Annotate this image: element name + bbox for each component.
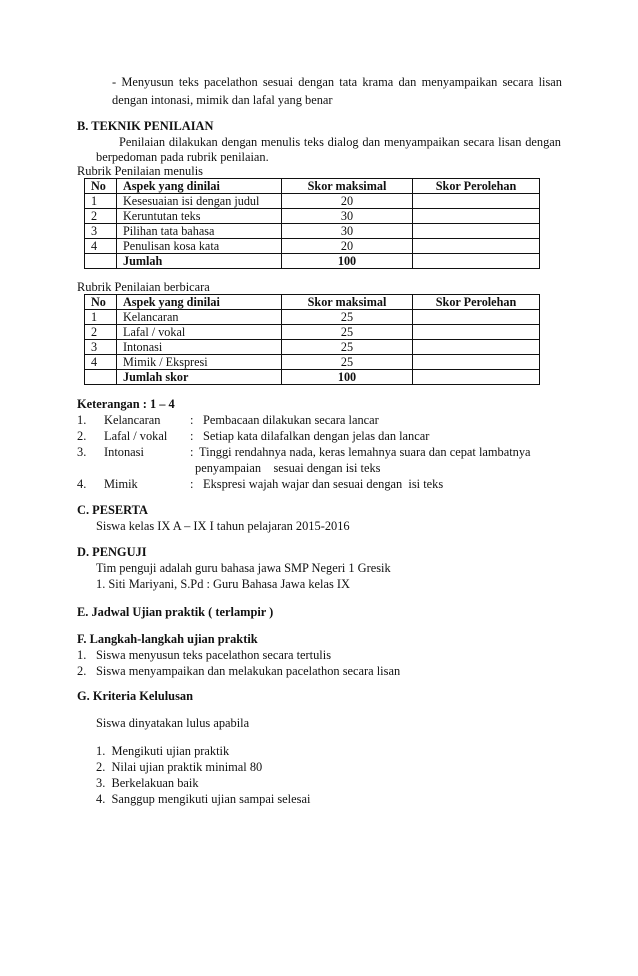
keterangan-desc: Ekspresi wajah wajar dan sesuai dengan isi teks — [203, 477, 444, 491]
rubric-menulis-table — [84, 178, 540, 269]
table-row — [85, 194, 540, 209]
table-row — [85, 355, 540, 370]
intro-line-2: dengan intonasi, mimik dan lafal yang benar — [112, 93, 333, 107]
section-c-heading: C. PESERTA — [77, 503, 148, 517]
cell-no: 3 — [85, 340, 117, 355]
keterangan-term: Lafal / vokal — [104, 429, 168, 443]
cell-no: 4 — [85, 239, 117, 254]
table-total-row — [85, 254, 540, 269]
keterangan-sep: : — [190, 413, 194, 427]
keterangan-desc-cont: penyampaian sesuai dengan isi teks — [195, 461, 381, 475]
cell-empty — [413, 254, 540, 269]
rubric-berbicara-table — [84, 294, 540, 385]
section-b-para-line-2: berpedoman pada rubrik penilaian. — [96, 150, 269, 164]
cell-perolehan — [413, 340, 540, 355]
cell-perolehan — [413, 194, 540, 209]
keterangan-term: Intonasi — [104, 445, 144, 459]
step-text: Siswa menyampaikan dan melakukan pacelathon secara lisan — [96, 664, 401, 678]
cell-aspek: Keruntutan teks — [117, 209, 282, 224]
cell-skor: 30 — [282, 224, 413, 239]
table-row — [85, 340, 540, 355]
section-d-heading: D. PENGUJI — [77, 545, 147, 559]
cell-skor: 25 — [282, 325, 413, 340]
step-num: 2. — [77, 664, 87, 678]
section-b-heading: B. TEKNIK PENILAIAN — [77, 119, 214, 133]
section-d-line-2: 1. Siti Mariyani, S.Pd : Guru Bahasa Jawa kelas IX — [96, 577, 350, 591]
cell-skor: 30 — [282, 209, 413, 224]
keterangan-heading: Keterangan : 1 – 4 — [77, 397, 175, 411]
cell-aspek: Kelancaran — [117, 310, 282, 325]
cell-skor: 25 — [282, 310, 413, 325]
table-header-row — [85, 295, 540, 310]
table-row — [85, 224, 540, 239]
cell-aspek: Kesesuaian isi dengan judul — [117, 194, 282, 209]
section-d-line-1: Tim penguji adalah guru bahasa jawa SMP Negeri 1 Gresik — [96, 561, 391, 575]
list-item: 3. Berkelakuan baik — [96, 776, 199, 790]
cell-empty — [85, 254, 117, 269]
header-aspek: Aspek yang dinilai — [117, 179, 282, 194]
table-row — [85, 325, 540, 340]
keterangan-sep: : — [190, 477, 194, 491]
section-g-heading: G. Kriteria Kelulusan — [77, 689, 193, 703]
cell-no: 3 — [85, 224, 117, 239]
cell-no: 2 — [85, 209, 117, 224]
keterangan-num: 2. — [77, 429, 87, 443]
cell-aspek: Lafal / vokal — [117, 325, 282, 340]
cell-perolehan — [413, 209, 540, 224]
keterangan-sep: : — [190, 429, 194, 443]
keterangan-term: Mimik — [104, 477, 138, 491]
table-total-row — [85, 370, 540, 385]
rubric-menulis-caption: Rubrik Penilaian menulis — [77, 164, 203, 178]
total-value: 100 — [282, 254, 413, 269]
keterangan-term: Kelancaran — [104, 413, 161, 427]
total-value: 100 — [282, 370, 413, 385]
header-skor-maksimal: Skor maksimal — [282, 179, 413, 194]
total-label: Jumlah skor — [117, 370, 282, 385]
table-row — [85, 209, 540, 224]
section-g-intro: Siswa dinyatakan lulus apabila — [96, 716, 250, 730]
keterangan-sep: : — [190, 445, 194, 459]
cell-no: 2 — [85, 325, 117, 340]
header-skor-perolehan: Skor Perolehan — [413, 295, 540, 310]
cell-perolehan — [413, 310, 540, 325]
cell-aspek: Pilihan tata bahasa — [117, 224, 282, 239]
keterangan-desc: Tinggi rendahnya nada, keras lemahnya suara dan cepat lambatnya — [199, 445, 531, 459]
header-skor-perolehan: Skor Perolehan — [413, 179, 540, 194]
section-c-text: Siswa kelas IX A – IX I tahun pelajaran 2015-2016 — [96, 519, 350, 533]
cell-skor: 25 — [282, 340, 413, 355]
header-no: No — [85, 295, 117, 310]
header-aspek: Aspek yang dinilai — [117, 295, 282, 310]
total-label: Jumlah — [117, 254, 282, 269]
list-item: 4. Sanggup mengikuti ujian sampai selesai — [96, 792, 311, 806]
header-no: No — [85, 179, 117, 194]
cell-perolehan — [413, 325, 540, 340]
cell-empty — [413, 370, 540, 385]
cell-skor: 25 — [282, 355, 413, 370]
cell-aspek: Penulisan kosa kata — [117, 239, 282, 254]
keterangan-desc: Pembacaan dilakukan secara lancar — [203, 413, 379, 427]
keterangan-desc: Setiap kata dilafalkan dengan jelas dan lancar — [203, 429, 430, 443]
cell-skor: 20 — [282, 239, 413, 254]
cell-perolehan — [413, 239, 540, 254]
section-b-para-line-1: Penilaian dilakukan dengan menulis teks dialog dan menyampaikan secara lisan dengan — [119, 135, 561, 149]
table-row — [85, 239, 540, 254]
cell-no: 4 — [85, 355, 117, 370]
step-num: 1. — [77, 648, 87, 662]
cell-skor: 20 — [282, 194, 413, 209]
cell-perolehan — [413, 224, 540, 239]
header-skor-maksimal: Skor maksimal — [282, 295, 413, 310]
cell-aspek: Intonasi — [117, 340, 282, 355]
cell-no: 1 — [85, 310, 117, 325]
cell-perolehan — [413, 355, 540, 370]
cell-no: 1 — [85, 194, 117, 209]
list-item: 1. Mengikuti ujian praktik — [96, 744, 230, 758]
cell-aspek: Mimik / Ekspresi — [117, 355, 282, 370]
table-row — [85, 310, 540, 325]
step-text: Siswa menyusun teks pacelathon secara tertulis — [96, 648, 332, 662]
rubric-berbicara-caption: Rubrik Penilaian berbicara — [77, 280, 210, 294]
table-header-row — [85, 179, 540, 194]
keterangan-num: 1. — [77, 413, 87, 427]
keterangan-num: 3. — [77, 445, 87, 459]
section-f-heading: F. Langkah-langkah ujian praktik — [77, 632, 258, 646]
section-e-heading: E. Jadwal Ujian praktik ( terlampir ) — [77, 605, 274, 619]
keterangan-num: 4. — [77, 477, 87, 491]
cell-empty — [85, 370, 117, 385]
intro-line-1: - Menyusun teks pacelathon sesuai dengan tata krama dan menyampaikan secara lisan — [112, 75, 562, 89]
list-item: 2. Nilai ujian praktik minimal 80 — [96, 760, 263, 774]
